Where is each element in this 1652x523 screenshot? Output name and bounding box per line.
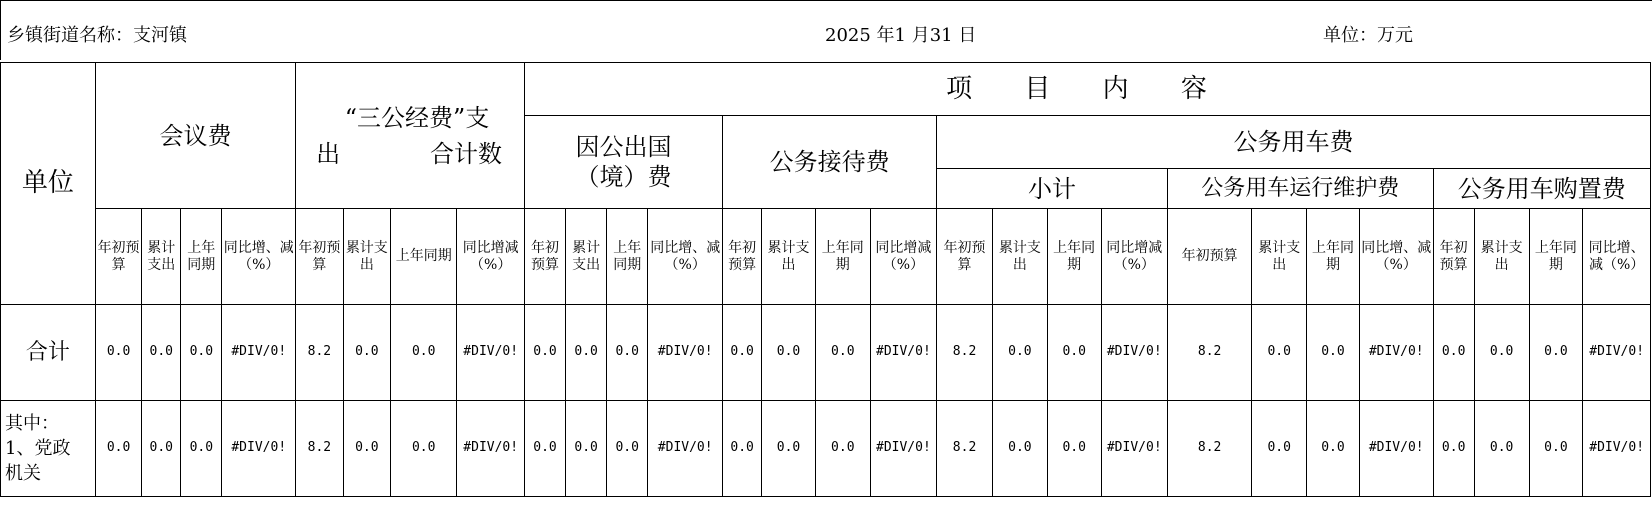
- data-cell: #DIV/0!: [648, 401, 723, 497]
- column-subheader: 同比增减（%）: [870, 209, 936, 305]
- data-cell: 0.0: [142, 305, 181, 401]
- data-cell: 0.0: [391, 305, 457, 401]
- column-subheader: 年初预算: [95, 209, 141, 305]
- data-cell: 0.0: [343, 305, 390, 401]
- data-cell: 8.2: [296, 305, 343, 401]
- data-cell: 0.0: [181, 401, 222, 497]
- data-cell: #DIV/0!: [1101, 305, 1167, 401]
- column-subheader: 累计支出: [992, 209, 1047, 305]
- data-cell: #DIV/0!: [222, 305, 296, 401]
- row-label-party: [1, 401, 96, 497]
- data-cell: 0.0: [1433, 401, 1474, 497]
- subheader-row: [1, 209, 1651, 305]
- data-cell: 0.0: [343, 401, 390, 497]
- currency-unit: 单位：万元: [1323, 25, 1413, 46]
- data-cell: 0.0: [1433, 305, 1474, 401]
- data-cell: #DIV/0!: [1359, 305, 1433, 401]
- data-cell: 0.0: [391, 401, 457, 497]
- column-subheader: 上年同期: [1307, 209, 1360, 305]
- abroad-header-line2: （境）费: [575, 163, 672, 191]
- unit-header: 单位: [1, 63, 96, 305]
- column-subheader: 同比增、减（%）: [222, 209, 296, 305]
- data-cell: 0.0: [607, 305, 648, 401]
- data-cell: #DIV/0!: [870, 305, 936, 401]
- column-subheader: 同比增、减（%）: [1583, 209, 1651, 305]
- data-cell: 0.0: [607, 401, 648, 497]
- data-cell: #DIV/0!: [1583, 401, 1651, 497]
- table-row-total: [1, 305, 1651, 401]
- row-label-total: 合计: [1, 305, 96, 401]
- data-cell: 8.2: [937, 401, 993, 497]
- data-cell: #DIV/0!: [1359, 401, 1433, 497]
- data-cell: 0.0: [1474, 305, 1529, 401]
- column-subheader: 累计支出: [1474, 209, 1529, 305]
- data-cell: 0.0: [1529, 401, 1583, 497]
- sangong-expense-table: [0, 62, 1651, 497]
- column-subheader: 年初预算: [723, 209, 762, 305]
- abroad-fee-header: [524, 116, 722, 209]
- report-date: 2025 年1 月31 日: [825, 25, 977, 46]
- sangong-header-line2b: 合计数: [429, 139, 502, 168]
- column-subheader: 累计支出: [142, 209, 181, 305]
- column-subheader: 年初预算: [524, 209, 565, 305]
- data-cell: #DIV/0!: [648, 305, 723, 401]
- column-subheader: 同比增减（%）: [1101, 209, 1167, 305]
- data-cell: 0.0: [815, 305, 870, 401]
- data-cell: 0.0: [524, 305, 565, 401]
- data-cell: 0.0: [762, 305, 816, 401]
- data-cell: 8.2: [937, 305, 993, 401]
- column-subheader: 年初预算: [937, 209, 993, 305]
- data-cell: 0.0: [762, 401, 816, 497]
- table-row-party: [1, 401, 1651, 497]
- column-subheader: 年初预算: [1433, 209, 1474, 305]
- data-cell: 0.0: [1307, 305, 1360, 401]
- column-subheader: 累计支出: [343, 209, 390, 305]
- data-cell: #DIV/0!: [870, 401, 936, 497]
- data-cell: 0.0: [1474, 401, 1529, 497]
- data-cell: #DIV/0!: [457, 305, 525, 401]
- data-cell: 0.0: [1047, 305, 1101, 401]
- column-subheader: 上年同期: [607, 209, 648, 305]
- data-cell: 0.0: [815, 401, 870, 497]
- data-cell: 0.0: [566, 401, 607, 497]
- data-cell: 0.0: [723, 401, 762, 497]
- column-subheader: 累计支出: [566, 209, 607, 305]
- data-cell: 0.0: [723, 305, 762, 401]
- column-subheader: 累计支出: [762, 209, 816, 305]
- project-content-header: 项 目 内 容: [524, 63, 1650, 116]
- data-cell: 8.2: [1167, 305, 1251, 401]
- column-subheader: 上年同期: [181, 209, 222, 305]
- sangong-total-header: [296, 63, 525, 209]
- data-cell: #DIV/0!: [1101, 401, 1167, 497]
- column-subheader: 同比增、减（%）: [648, 209, 723, 305]
- data-cell: #DIV/0!: [222, 401, 296, 497]
- data-cell: 0.0: [992, 305, 1047, 401]
- purchase-fee-header: 公务用车购置费: [1433, 169, 1650, 209]
- column-subheader: 年初预算: [1167, 209, 1251, 305]
- column-subheader: 上年同期: [1047, 209, 1101, 305]
- data-cell: 0.0: [181, 305, 222, 401]
- subtotal-header: 小计: [937, 169, 1168, 209]
- sangong-header-line2a: 出: [316, 139, 341, 168]
- data-cell: 0.0: [1529, 305, 1583, 401]
- row-label-party-line2: 1、党政: [5, 437, 71, 459]
- maintenance-fee-header: 公务用车运行维护费: [1167, 169, 1433, 209]
- vehicle-fee-header: 公务用车费: [937, 116, 1651, 169]
- data-cell: 0.0: [1047, 401, 1101, 497]
- column-subheader: 同比增减（%）: [457, 209, 525, 305]
- data-cell: 0.0: [566, 305, 607, 401]
- abroad-header-line1: 因公出国: [575, 133, 672, 161]
- row-label-party-line3: 机关: [5, 463, 41, 485]
- row-label-party-line1: 其中：: [5, 412, 59, 434]
- column-subheader: 上年同期: [815, 209, 870, 305]
- column-subheader: 累计支出: [1252, 209, 1307, 305]
- data-cell: 0.0: [1252, 401, 1307, 497]
- data-cell: 0.0: [524, 401, 565, 497]
- sangong-header-line1: “三公经费”支: [344, 103, 490, 132]
- township-name: 乡镇街道名称：支河镇: [7, 25, 187, 46]
- data-cell: #DIV/0!: [1583, 305, 1651, 401]
- report-header: [0, 0, 1652, 60]
- column-subheader: 同比增、减（%）: [1359, 209, 1433, 305]
- data-cell: 0.0: [1307, 401, 1360, 497]
- data-cell: 0.0: [1252, 305, 1307, 401]
- data-cell: #DIV/0!: [457, 401, 525, 497]
- data-cell: 0.0: [992, 401, 1047, 497]
- reception-fee-header: 公务接待费: [723, 116, 937, 209]
- column-subheader: 上年同期: [1529, 209, 1583, 305]
- data-cell: 0.0: [95, 305, 141, 401]
- data-cell: 8.2: [1167, 401, 1251, 497]
- column-subheader: 年初预算: [296, 209, 343, 305]
- data-cell: 0.0: [95, 401, 141, 497]
- data-cell: 0.0: [142, 401, 181, 497]
- meeting-fee-header: 会议费: [95, 63, 295, 209]
- data-cell: 8.2: [296, 401, 343, 497]
- column-subheader: 上年同期: [391, 209, 457, 305]
